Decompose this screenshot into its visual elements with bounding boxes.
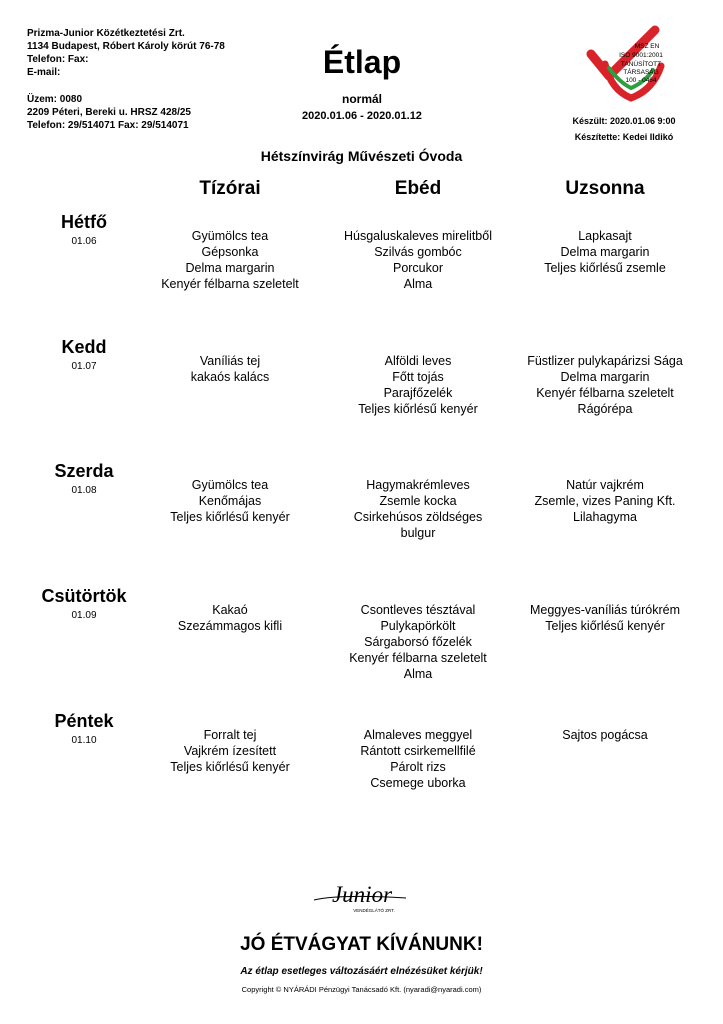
meal-cell-ebed xyxy=(318,477,518,541)
seal-line: TÁRSASÁG xyxy=(623,69,659,76)
meal-item: Szilvás gombóc xyxy=(374,245,462,260)
meal-item: Delma margarin xyxy=(185,261,275,276)
meal-item: Parajfőzelék xyxy=(383,386,453,401)
logo-text: Junior xyxy=(331,882,393,907)
junior-logo xyxy=(310,878,412,918)
meal-cell-uzsonna xyxy=(505,477,705,525)
plant-address: 2209 Péteri, Bereki u. HRSZ 428/25 xyxy=(27,107,191,118)
company-info xyxy=(27,27,225,132)
column-header-uzsonna: Uzsonna xyxy=(565,178,645,199)
meal-item: Meggyes-vaníliás túrókrém xyxy=(529,603,681,617)
day-date: 01.07 xyxy=(71,361,97,372)
meal-item: Vajkrém ízesített xyxy=(183,744,277,759)
meal-item: Hagymakrémleves xyxy=(366,478,470,492)
author: Készítette: Kedei Ildikó xyxy=(574,132,674,142)
company-phone-fax: Telefon: Fax: xyxy=(27,54,89,65)
meal-item: Füstlizer pulykapárizsi Sága xyxy=(527,354,683,368)
meal-item: Alföldi leves xyxy=(384,354,452,368)
meal-item: Rántott csirkemellfilé xyxy=(360,744,476,759)
meal-item: Sajtos pogácsa xyxy=(562,728,648,742)
day-name: Kedd xyxy=(61,337,107,357)
meal-item: Kenyér félbarna szeletelt xyxy=(536,386,674,401)
meal-cell-uzsonna xyxy=(505,602,705,634)
day-name: Hétfő xyxy=(61,212,107,232)
meal-item: Teljes kiőrlésű kenyér xyxy=(170,510,290,525)
meal-cell-tizorai xyxy=(130,727,330,775)
meal-item: bulgur xyxy=(400,526,436,541)
meal-item: Porcukor xyxy=(392,261,444,276)
meal-cell-tizorai xyxy=(130,228,330,292)
meal-item: Kenőmájas xyxy=(198,494,262,509)
company-name: Prizma-Junior Közétkeztetési Zrt. xyxy=(27,28,185,39)
created-timestamp: Készült: 2020.01.06 9:00 xyxy=(572,116,676,126)
column-header-tizorai: Tízórai xyxy=(199,178,261,199)
meal-item: Alma xyxy=(403,277,433,292)
meal-item: Teljes kiőrlésű kenyér xyxy=(358,402,478,417)
meal-item: Rágórépa xyxy=(577,402,633,417)
institution-name: Hétszínvirág Művészeti Óvoda xyxy=(260,148,463,164)
meal-item: Zsemle, vizes Paning Kft. xyxy=(534,494,676,509)
day-name: Péntek xyxy=(54,711,114,731)
day-name: Szerda xyxy=(54,461,114,481)
menu-date-range: 2020.01.06 - 2020.01.12 xyxy=(302,110,422,122)
meal-item: Pulykapörkölt xyxy=(380,619,456,634)
copyright: Copyright © NYÁRÁDI Pénzügyi Tanácsadó Kft. (nyaradi@nyaradi.com) xyxy=(241,985,482,994)
meal-item: Kenyér félbarna szeletelt xyxy=(349,651,487,666)
meal-item: Lilahagyma xyxy=(573,510,637,525)
meal-item: Húsgaluskaleves mirelitből xyxy=(344,229,492,243)
company-address: 1134 Budapest, Róbert Károly körút 76-78 xyxy=(27,41,225,52)
meal-item: Natúr vajkrém xyxy=(566,478,644,492)
meal-item: Vaníliás tej xyxy=(199,354,261,368)
seal-line: MSZ EN xyxy=(634,43,660,50)
meal-cell-uzsonna xyxy=(505,727,705,743)
meal-item: Lapkasajt xyxy=(578,229,632,243)
meal-item: Delma margarin xyxy=(560,370,650,385)
meal-cell-ebed xyxy=(318,228,518,292)
meal-item: kakaós kalács xyxy=(190,370,270,385)
meal-item: Csemege uborka xyxy=(370,776,466,791)
seal-line: TANÚSÍTOTT xyxy=(620,61,662,68)
meal-item: Sárgaborsó főzelék xyxy=(364,635,472,650)
menu-title: Étlap xyxy=(322,44,402,80)
day-date: 01.09 xyxy=(71,610,97,621)
meal-cell-uzsonna xyxy=(505,353,705,417)
meal-item: Alma xyxy=(403,667,433,682)
meal-cell-tizorai xyxy=(130,477,330,525)
meal-item: Gépsonka xyxy=(201,245,259,260)
day-date: 01.10 xyxy=(71,735,97,746)
menu-meta xyxy=(540,113,708,145)
meal-item: Zsemle kocka xyxy=(379,494,457,509)
meal-cell-tizorai xyxy=(130,353,330,385)
meal-item: Kenyér félbarna szeletelt xyxy=(161,277,299,292)
menu-diet: normál xyxy=(341,92,382,106)
meal-item: Forralt tej xyxy=(203,728,257,742)
meal-item: Delma margarin xyxy=(560,245,650,260)
meal-cell-ebed xyxy=(318,602,518,682)
apology-note: Az étlap esetleges változásáért elnézésüket kérjük! xyxy=(240,966,483,977)
meal-item: Kakaó xyxy=(212,603,248,617)
bon-appetit-heading: JÓ ÉTVÁGYAT KÍVÁNUNK! xyxy=(240,934,483,955)
meal-item: Gyümölcs tea xyxy=(191,478,269,492)
iso-certification-seal-icon xyxy=(583,24,671,106)
meal-cell-uzsonna xyxy=(505,228,705,276)
day-date: 01.08 xyxy=(71,485,97,496)
seal-line: ISO 9001:2001 xyxy=(619,52,663,59)
meal-item: Teljes kiőrlésű kenyér xyxy=(545,619,665,634)
meal-item: Csirkehúsos zöldséges xyxy=(353,510,483,525)
meal-item: Teljes kiőrlésű kenyér xyxy=(170,760,290,775)
meal-item: Főtt tojás xyxy=(392,370,444,385)
meal-item: Párolt rizs xyxy=(390,760,446,775)
meal-cell-ebed xyxy=(318,353,518,417)
seal-line: 100 - 0464 xyxy=(625,77,657,84)
logo-subtitle: VENDÉGLÁTÓ ZRT. xyxy=(353,908,395,913)
day-name: Csütörtök xyxy=(41,586,127,606)
meal-item: Teljes kiőrlésű zsemle xyxy=(544,261,666,276)
meal-item: Csontleves tésztával xyxy=(360,603,476,617)
plant-phone-fax: Telefon: 29/514071 Fax: 29/514071 xyxy=(27,120,189,131)
day-date: 01.06 xyxy=(71,236,97,247)
meal-item: Almaleves meggyel xyxy=(363,728,473,742)
meal-item: Szezámmagos kifli xyxy=(177,619,283,634)
company-email: E-mail: xyxy=(27,67,61,78)
meal-item: Gyümölcs tea xyxy=(191,229,269,243)
meal-cell-ebed xyxy=(318,727,518,791)
plant-id: Üzem: 0080 xyxy=(27,94,83,105)
column-header-ebed: Ebéd xyxy=(394,178,442,199)
meal-cell-tizorai xyxy=(130,602,330,634)
